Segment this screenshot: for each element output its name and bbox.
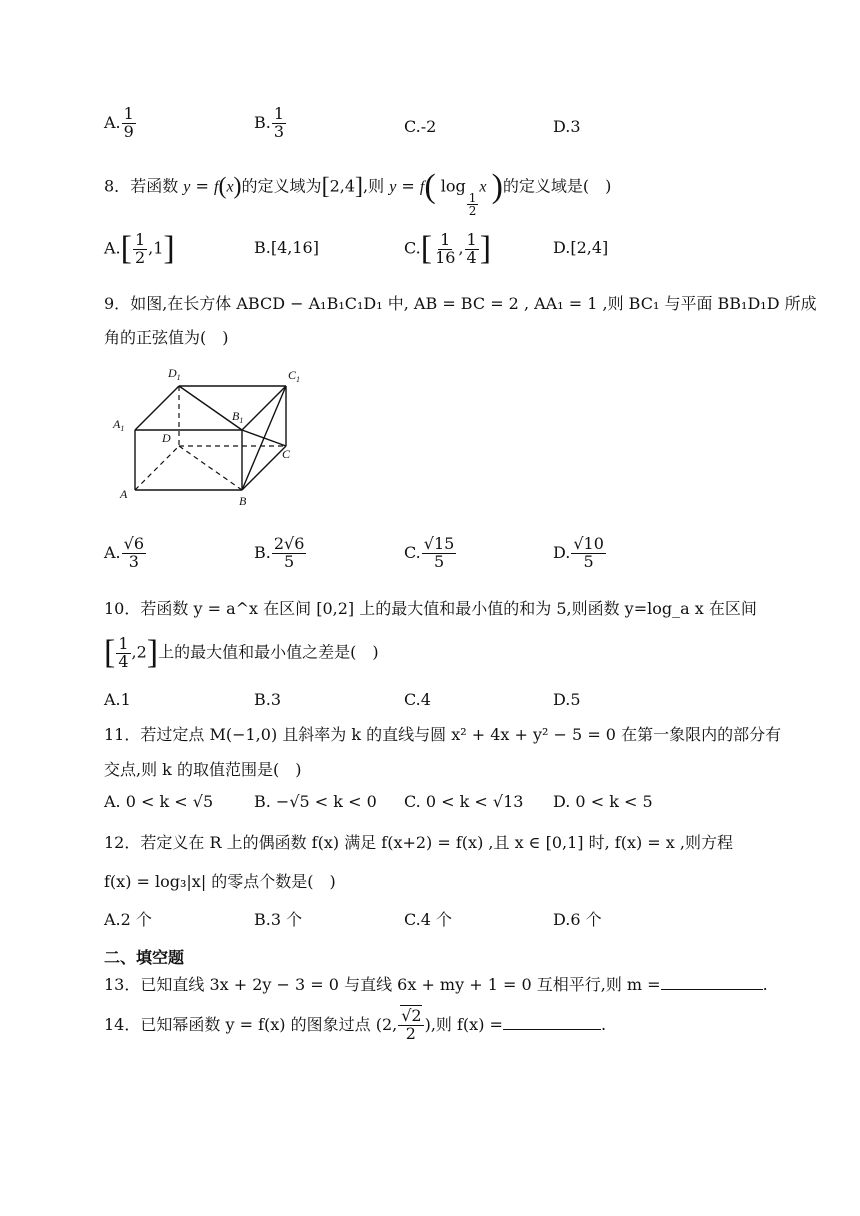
- answer-blank[interactable]: [661, 975, 763, 990]
- q8-option-d: D.[2,4]: [553, 238, 609, 257]
- q12-option-b: B.3 个: [254, 910, 303, 929]
- q10-option-a: A.1: [104, 690, 131, 709]
- q8-option-c: C.[ $\frac{1}{16}$ , $\frac{1}{4}$ ]: [404, 229, 492, 267]
- label-a1: $A_1$: [113, 417, 125, 433]
- cuboid-figure: [108, 360, 308, 510]
- q11-option-c: C. 0 < k < √13: [404, 792, 524, 811]
- q10-option-c: C.4: [404, 690, 431, 709]
- question-11-line1: 11．若过定点 M(−1,0) 且斜率为 k 的直线与圆 x² + 4x + y² − 5 = 0 在第一象限内的部分有: [104, 725, 782, 744]
- q10-option-d: D.5: [553, 690, 581, 709]
- label-b1: $B_1$: [232, 409, 244, 425]
- label-c1: $C_1$: [288, 368, 301, 384]
- answer-blank[interactable]: [503, 1015, 601, 1030]
- q7-option-c: C.-2: [404, 117, 437, 136]
- q11-option-a: A. 0 < k < √5: [104, 792, 214, 811]
- q12-option-c: C.4 个: [404, 910, 453, 929]
- question-11-line2: 交点,则 k 的取值范围是( ): [104, 760, 302, 779]
- q11-option-b: B. −√5 < k < 0: [254, 792, 377, 811]
- q8-option-a: A.[ $\frac{1}{2}$ ,1]: [104, 229, 175, 267]
- label-d1: $D_1$: [168, 366, 181, 382]
- question-12-line1: 12．若定义在 R 上的偶函数 f(x) 满足 f(x+2) = f(x) ,且 x ∈ [0,1] 时, f(x) = x ,则方程: [104, 833, 733, 852]
- q10-option-b: B.3: [254, 690, 282, 709]
- q9-option-a: A. $\frac{√6}{3}$: [104, 534, 145, 571]
- question-9-line1: 9．如图,在长方体 ABCD − A₁B₁C₁D₁ 中, AB = BC = 2 , AA₁ = 1 ,则 BC₁ 与平面 BB₁D₁D 所成: [104, 294, 817, 313]
- question-14: 14．已知幂函数 y = f(x) 的图象过点 (2, $\frac{√2}{2}$ ),则 f(x) = .: [104, 1006, 607, 1043]
- q9-option-b: B. $\frac{2√6}{5}$: [254, 534, 305, 571]
- label-b: B: [239, 494, 247, 508]
- question-12-line2: f(x) = log₃|x| 的零点个数是( ): [104, 872, 336, 891]
- question-8: 8．若函数 y = f(x)的定义域为[2,4],则 y = f( log $\frac{1}{2}$ x )的定义域是( ): [104, 168, 612, 219]
- q7-option-a: A. $\frac{1}{9}$: [104, 104, 134, 141]
- q12-option-d: D.6 个: [553, 910, 602, 929]
- q7-option-b: B. $\frac{1}{3}$: [254, 104, 285, 141]
- section-heading-fill-in: 二、填空题: [104, 948, 185, 967]
- q9-option-c: C. $\frac{√15}{5}$: [404, 534, 455, 571]
- q9-option-d: D. $\frac{√10}{5}$: [553, 534, 604, 571]
- label-d: D: [162, 431, 171, 445]
- q7-option-d: D.3: [553, 117, 581, 136]
- q11-option-d: D. 0 < k < 5: [553, 792, 653, 811]
- label-a: A: [120, 487, 128, 501]
- question-10-line2: [ $\frac{1}{4}$ ,2]上的最大值和最小值之差是( ): [104, 633, 379, 671]
- question-9-line2: 角的正弦值为( ): [104, 328, 229, 347]
- question-10-line1: 10．若函数 y = a^x 在区间 [0,2] 上的最大值和最小值的和为 5,则函数 y=log_a x 在区间: [104, 599, 757, 618]
- question-13: 13．已知直线 3x + 2y − 3 = 0 与直线 6x + my + 1 = 0 互相平行,则 m = .: [104, 975, 768, 994]
- q8-option-b: B.[4,16]: [254, 238, 319, 257]
- q12-option-a: A.2 个: [104, 910, 152, 929]
- label-c: C: [282, 447, 291, 461]
